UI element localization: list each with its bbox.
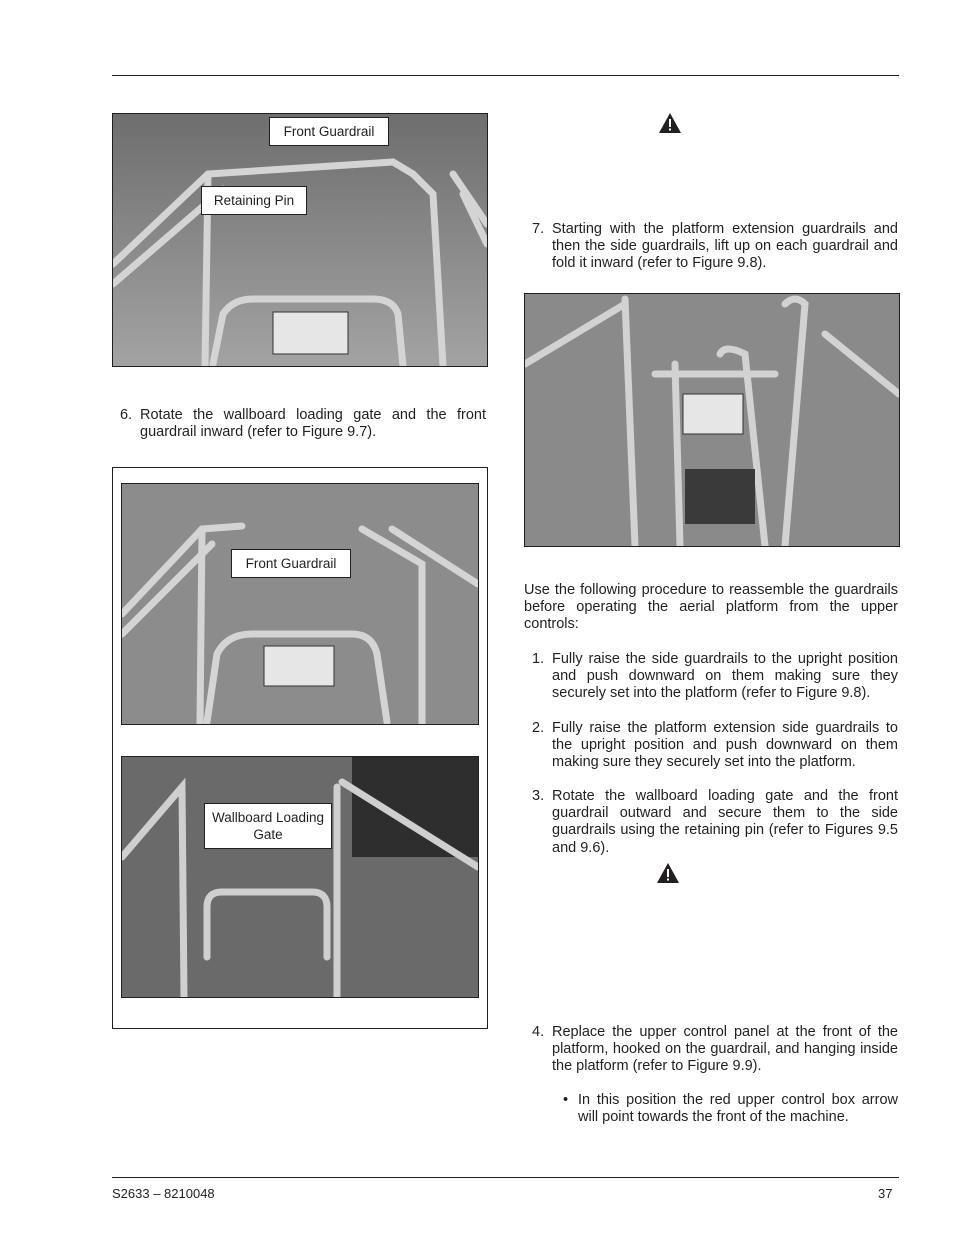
reassemble-step-1 xyxy=(532,651,898,703)
footer-rule xyxy=(112,1177,899,1178)
step-text: Replace the upper control panel at the front of the platform, hooked on the guardrail, and hanging inside the platform (refer to Figure 9.9). xyxy=(552,1024,898,1075)
step-4-note xyxy=(563,1092,898,1126)
callout-front-guardrail-2: Front Guardrail xyxy=(231,549,351,578)
footer-doc-id: S2633 – 8210048 xyxy=(112,1186,215,1201)
warning-icon xyxy=(656,862,680,884)
bullet-mark: • xyxy=(563,1092,569,1108)
reassemble-step-3 xyxy=(532,788,898,857)
step-number: 6. xyxy=(120,407,133,423)
step-number: 7. xyxy=(532,221,545,237)
figure-9-8-photo xyxy=(524,293,900,547)
step-text: Fully raise the side guardrails to the upright position and push downward on them making sure they securely set into the platform (refer to Figure 9.8). xyxy=(552,651,898,702)
reassemble-intro: Use the following procedure to reassemble the guardrails before operating the aerial platform from the upper controls: xyxy=(524,582,898,633)
step-number: 1. xyxy=(532,651,545,667)
footer-page-number: 37 xyxy=(878,1186,893,1201)
step-text: Rotate the wallboard loading gate and the front guardrail inward (refer to Figure 9.7). xyxy=(140,407,486,441)
step-number: 2. xyxy=(532,720,545,736)
step-text: Rotate the wallboard loading gate and the front guardrail outward and secure them to the side guardrails using the retaining pin (refer to Figures 9.5 and 9.6). xyxy=(552,788,898,856)
callout-retaining-pin: Retaining Pin xyxy=(201,186,307,215)
figure-9-7-bottom-photo xyxy=(121,756,479,998)
step-7 xyxy=(532,221,898,273)
note-text: In this position the red upper control box arrow will point towards the front of the machine. xyxy=(578,1092,898,1126)
callout-wallboard-gate: Wallboard Loading Gate xyxy=(204,803,332,849)
reassemble-step-2 xyxy=(532,720,898,772)
step-number: 4. xyxy=(532,1024,545,1040)
reassemble-step-4 xyxy=(532,1024,898,1076)
figure-9-7-top-photo xyxy=(121,483,479,725)
step-text: Fully raise the platform extension side guardrails to the upright position and push downward on them making sure they securely set into the platform. xyxy=(552,720,898,771)
step-6 xyxy=(120,407,486,441)
header-rule xyxy=(112,75,899,76)
figure-9-5-photo xyxy=(112,113,488,367)
warning-icon xyxy=(658,112,682,134)
step-text: Starting with the platform extension guardrails and then the side guardrails, lift up on each guardrail and fold it inward (refer to Figure 9.8). xyxy=(552,221,898,272)
callout-front-guardrail: Front Guardrail xyxy=(269,117,389,146)
step-number: 3. xyxy=(532,788,545,804)
